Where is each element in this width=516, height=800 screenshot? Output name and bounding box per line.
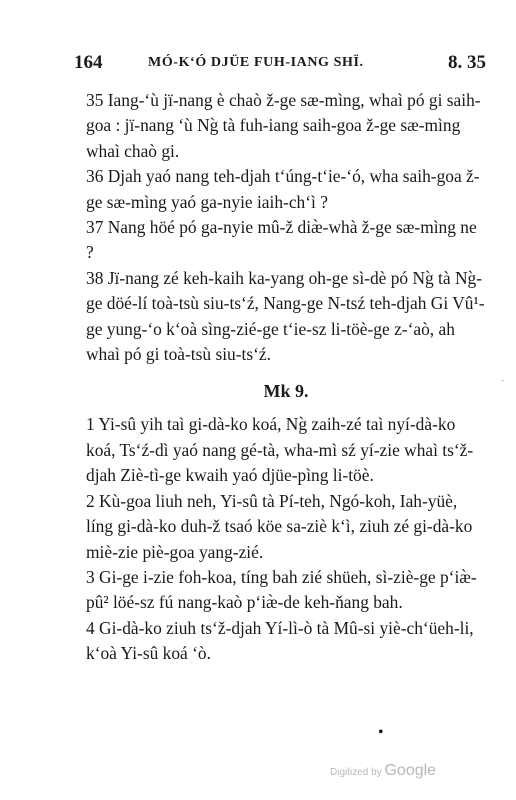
- ink-dot: •: [378, 724, 384, 741]
- section-heading: Mk 9.: [263, 381, 309, 402]
- chapter-verse-ref: 8. 35: [448, 52, 486, 73]
- page-number: 164: [74, 52, 103, 73]
- page-body: [86, 88, 486, 667]
- verse-paragraph: 36 Djah yaó nang teh-djah t‘úng-t‘ie-‘ó, wha saih-goa ž-ge sæ-mìng yaó ga-nyie iaih-ch‘ì ?: [86, 166, 480, 212]
- watermark-brand: Google: [384, 762, 437, 779]
- verse-paragraph: 4 Gi-dà-ko ziuh ts‘ž-djah Yí-lì-ò tà Mû-si yiè-ch‘üeh-li, k‘oà Yi-sû koá ‘ò.: [86, 617, 474, 664]
- margin-dot: ·: [501, 376, 505, 387]
- verse-paragraph: 1 Yi-sû yih taì gi-dà-ko koá, Ng̀ zaih-zé taì nyí-dà-ko koá, Ts‘ź-dì yaó nang gé-tà, wha-mì sź yí-zie whaì ts‘ž-djah Ziè-tì-ge kwaih yaó djüe-pìng li-töè.: [86, 414, 474, 486]
- verse-paragraph: 37 Nang höé pó ga-nyie mû-ž diæ̀-whà ž-ge sæ-mìng ne ?: [86, 217, 477, 263]
- verse-paragraph: 38 Jï-nang zé keh-kaih ka-yang oh-ge sì-dè pó Ng̀ tà Ng̀-ge döé-lí toà-tsù siu-ts‘ź, Nang-ge N-tsź teh-djah Gi Vû¹-ge yung-‘o k‘oà sìng-zié-ge t‘ie-sz li-töè-ge z-‘aò, ah whaì pó gi toà-tsù siu-ts‘ź.: [86, 267, 485, 365]
- page-header: [0, 52, 516, 76]
- digitized-watermark: [330, 762, 436, 780]
- watermark-prefix: Digitized by: [330, 767, 382, 778]
- verse-paragraph: 35 Iang-‘ù jï-nang è chaò ž-ge sæ-mìng, whaì pó gi saih-goa : jï-nang ‘ù Ng̀ tà fuh-iang saih-goa ž-ge sæ-mìng whaì chaò gi.: [86, 90, 481, 161]
- verse-paragraph: 2 Kù-goa liuh neh, Yi-sû tà Pí-teh, Ngó-koh, Iah-yüè, líng gi-dà-ko duh-ž tsaó köe sa-ziè k‘ì, ziuh zé gi-dà-ko miè-zie piè-goa yang-zié.: [86, 490, 473, 562]
- running-title: MÓ-K‘Ó DJÜE FUH-IANG SHÏ.: [148, 55, 364, 70]
- verse-paragraph: 3 Gi-ge i-zie foh-koa, tíng bah zié shüeh, sì-ziè-ge p‘iæ̀-pû² löé-sz fú nang-kaò p‘iæ̀-de keh-ňang bah.: [86, 566, 477, 613]
